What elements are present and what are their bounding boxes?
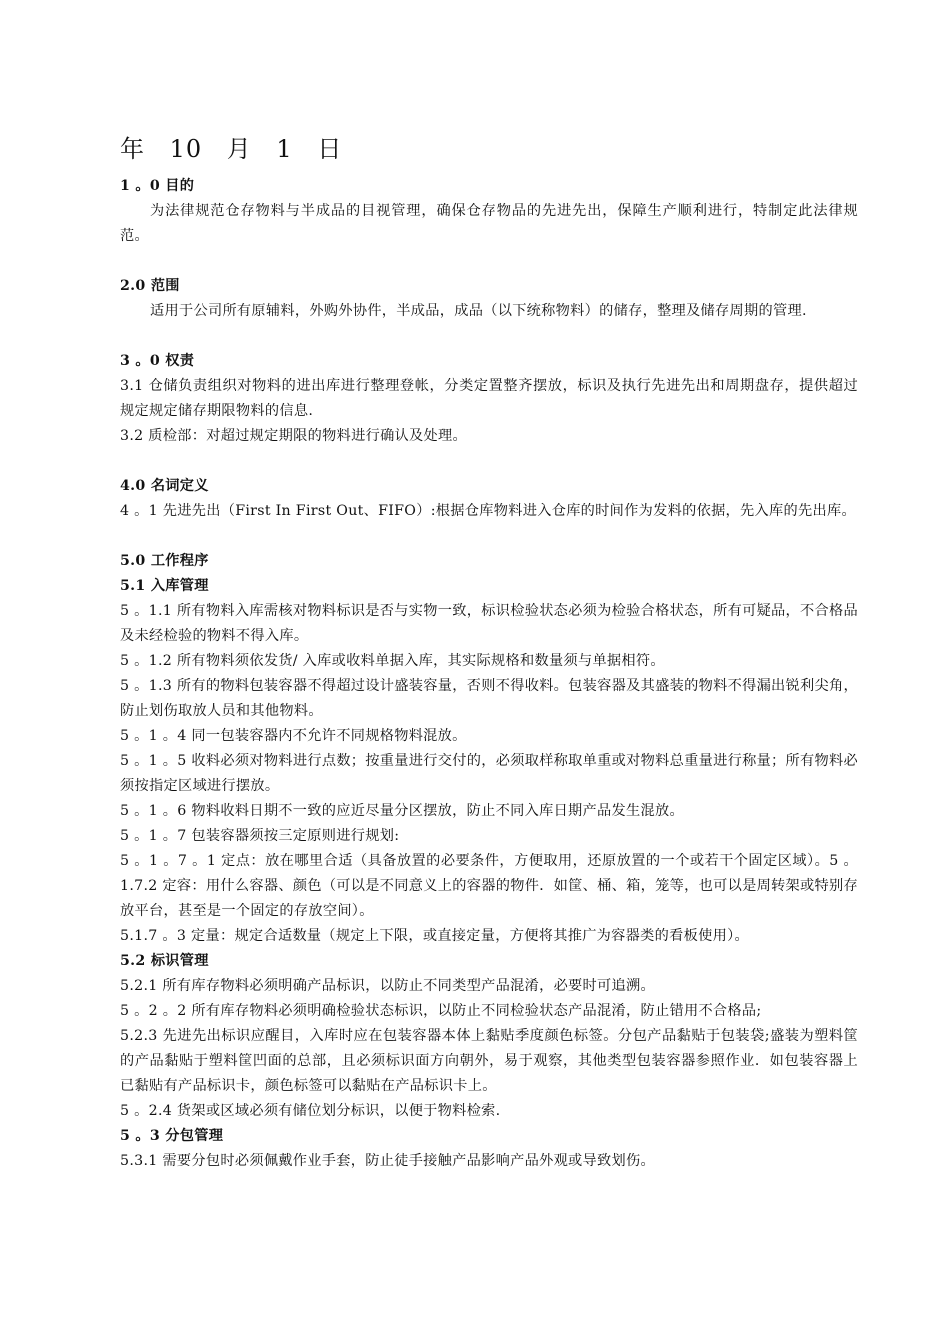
paragraph-5-1-3: 5 。1.3 所有的物料包装容器不得超过设计盛装容量，否则不得收料。包装容器及其盛装的物料不得漏出锐利尖角，防止划伤取放人员和其他物料。 bbox=[120, 678, 858, 719]
paragraph-5-3-1: 5.3.1 需要分包时必须佩戴作业手套，防止徒手接触产品影响产品外观或导致划伤。 bbox=[120, 1153, 655, 1169]
paragraph-5-2-4: 5 。2.4 货架或区域必须有储位划分标识，以便于物料检索. bbox=[120, 1103, 501, 1119]
section-heading-responsibility: 3 。0 权责 bbox=[120, 353, 195, 369]
paragraph-5-1-2: 5 。1.2 所有物料须依发货/ 入库或收料单据入库，其实际规格和数量须与单据相符。 bbox=[120, 653, 665, 669]
paragraph-purpose: 为法律规范仓存物料与半成品的目视管理，确保仓存物品的先进先出，保障生产顺利进行，特制定此法律规范。 bbox=[120, 203, 858, 244]
spacer bbox=[120, 249, 858, 274]
paragraph-5-1-7-3: 5.1.7 。3 定量：规定合适数量（规定上下限，或直接定量，方便将其推广为容器类的看板使用）。 bbox=[120, 928, 749, 944]
section-heading-scope: 2.0 范围 bbox=[120, 278, 180, 294]
paragraph-5-1-6: 5 。1 。6 物料收料日期不一致的应近尽量分区摆放，防止不同入库日期产品发生混放。 bbox=[120, 803, 684, 819]
section-heading-purpose: 1 。0 目的 bbox=[120, 178, 195, 194]
paragraph-5-1-5: 5 。1 。5 收料必须对物料进行点数；按重量进行交付的，必须取样称取单重或对物料总重量进行称量；所有物料必须按指定区域进行摆放。 bbox=[120, 753, 858, 794]
spacer bbox=[120, 449, 858, 474]
paragraph-5-1-1: 5 。1.1 所有物料入库需核对物料标识是否与实物一致，标识检验状态必须为检验合格状态，所有可疑品，不合格品及未经检验的物料不得入库。 bbox=[120, 603, 858, 644]
subsection-heading-repacking: 5 。3 分包管理 bbox=[120, 1128, 224, 1144]
paragraph-5-1-4: 5 。1 。4 同一包装容器内不允许不同规格物料混放。 bbox=[120, 728, 467, 744]
paragraph-scope: 适用于公司所有原辅料，外购外协件，半成品，成品（以下统称物料）的储存，整理及储存周期的管理. bbox=[150, 303, 807, 319]
section-heading-definitions: 4.0 名词定义 bbox=[120, 478, 209, 494]
subsection-heading-labeling: 5.2 标识管理 bbox=[120, 953, 209, 969]
document-body bbox=[120, 174, 858, 1174]
paragraph-5-2-2: 5 。2 。2 所有库存物料必须明确检验状态标识，以防止不同检验状态产品混淆，防止错用不合格品; bbox=[120, 1003, 762, 1019]
paragraph-5-1-7: 5 。1 。7 包装容器须按三定原则进行规划: bbox=[120, 828, 400, 844]
paragraph-responsibility-3-2: 3.2 质检部：对超过规定期限的物料进行确认及处理。 bbox=[120, 428, 467, 444]
paragraph-5-1-7-1: 5 。1 。7 。1 定点：放在哪里合适（具备放置的必要条件，方便取用，还原放置的一个或若干个固定区域）。5 。1.7.2 定容：用什么容器、颜色（可以是不同意义上的容器的物件．如筐、桶、箱，笼等，也可以是周转架或特别存放平台，甚至是一个固定的存放空间）。 bbox=[120, 853, 858, 919]
paragraph-definition-4-1: 4 。1 先进先出（First In First Out、FIFO）:根据仓库物料进入仓库的时间作为发料的依据，先入库的先出库。 bbox=[120, 503, 856, 519]
document-date: 年 10 月 1 日 bbox=[120, 135, 343, 163]
paragraph-5-2-1: 5.2.1 所有库存物料必须明确产品标识，以防止不同类型产品混淆，必要时可追溯。 bbox=[120, 978, 655, 994]
paragraph-responsibility-3-1: 3.1 仓储负责组织对物料的进出库进行整理登帐，分类定置整齐摆放，标识及执行先进先出和周期盘存，提供超过规定规定储存期限物料的信息. bbox=[120, 378, 858, 419]
section-heading-procedure: 5.0 工作程序 bbox=[120, 553, 209, 569]
spacer bbox=[120, 524, 858, 549]
subsection-heading-inbound: 5.1 入库管理 bbox=[120, 578, 209, 594]
paragraph-5-2-3: 5.2.3 先进先出标识应醒目，入库时应在包装容器本体上黏贴季度颜色标签。分包产品黏贴于包装袋;盛装为塑料筐的产品黏贴于塑料筐凹面的总部，且必须标识面方向朝外，易于观察，其他类型包装容器参照作业．如包装容器上已黏贴有产品标识卡，颜色标签可以黏贴在产品标识卡上。 bbox=[120, 1028, 858, 1094]
spacer bbox=[120, 324, 858, 349]
